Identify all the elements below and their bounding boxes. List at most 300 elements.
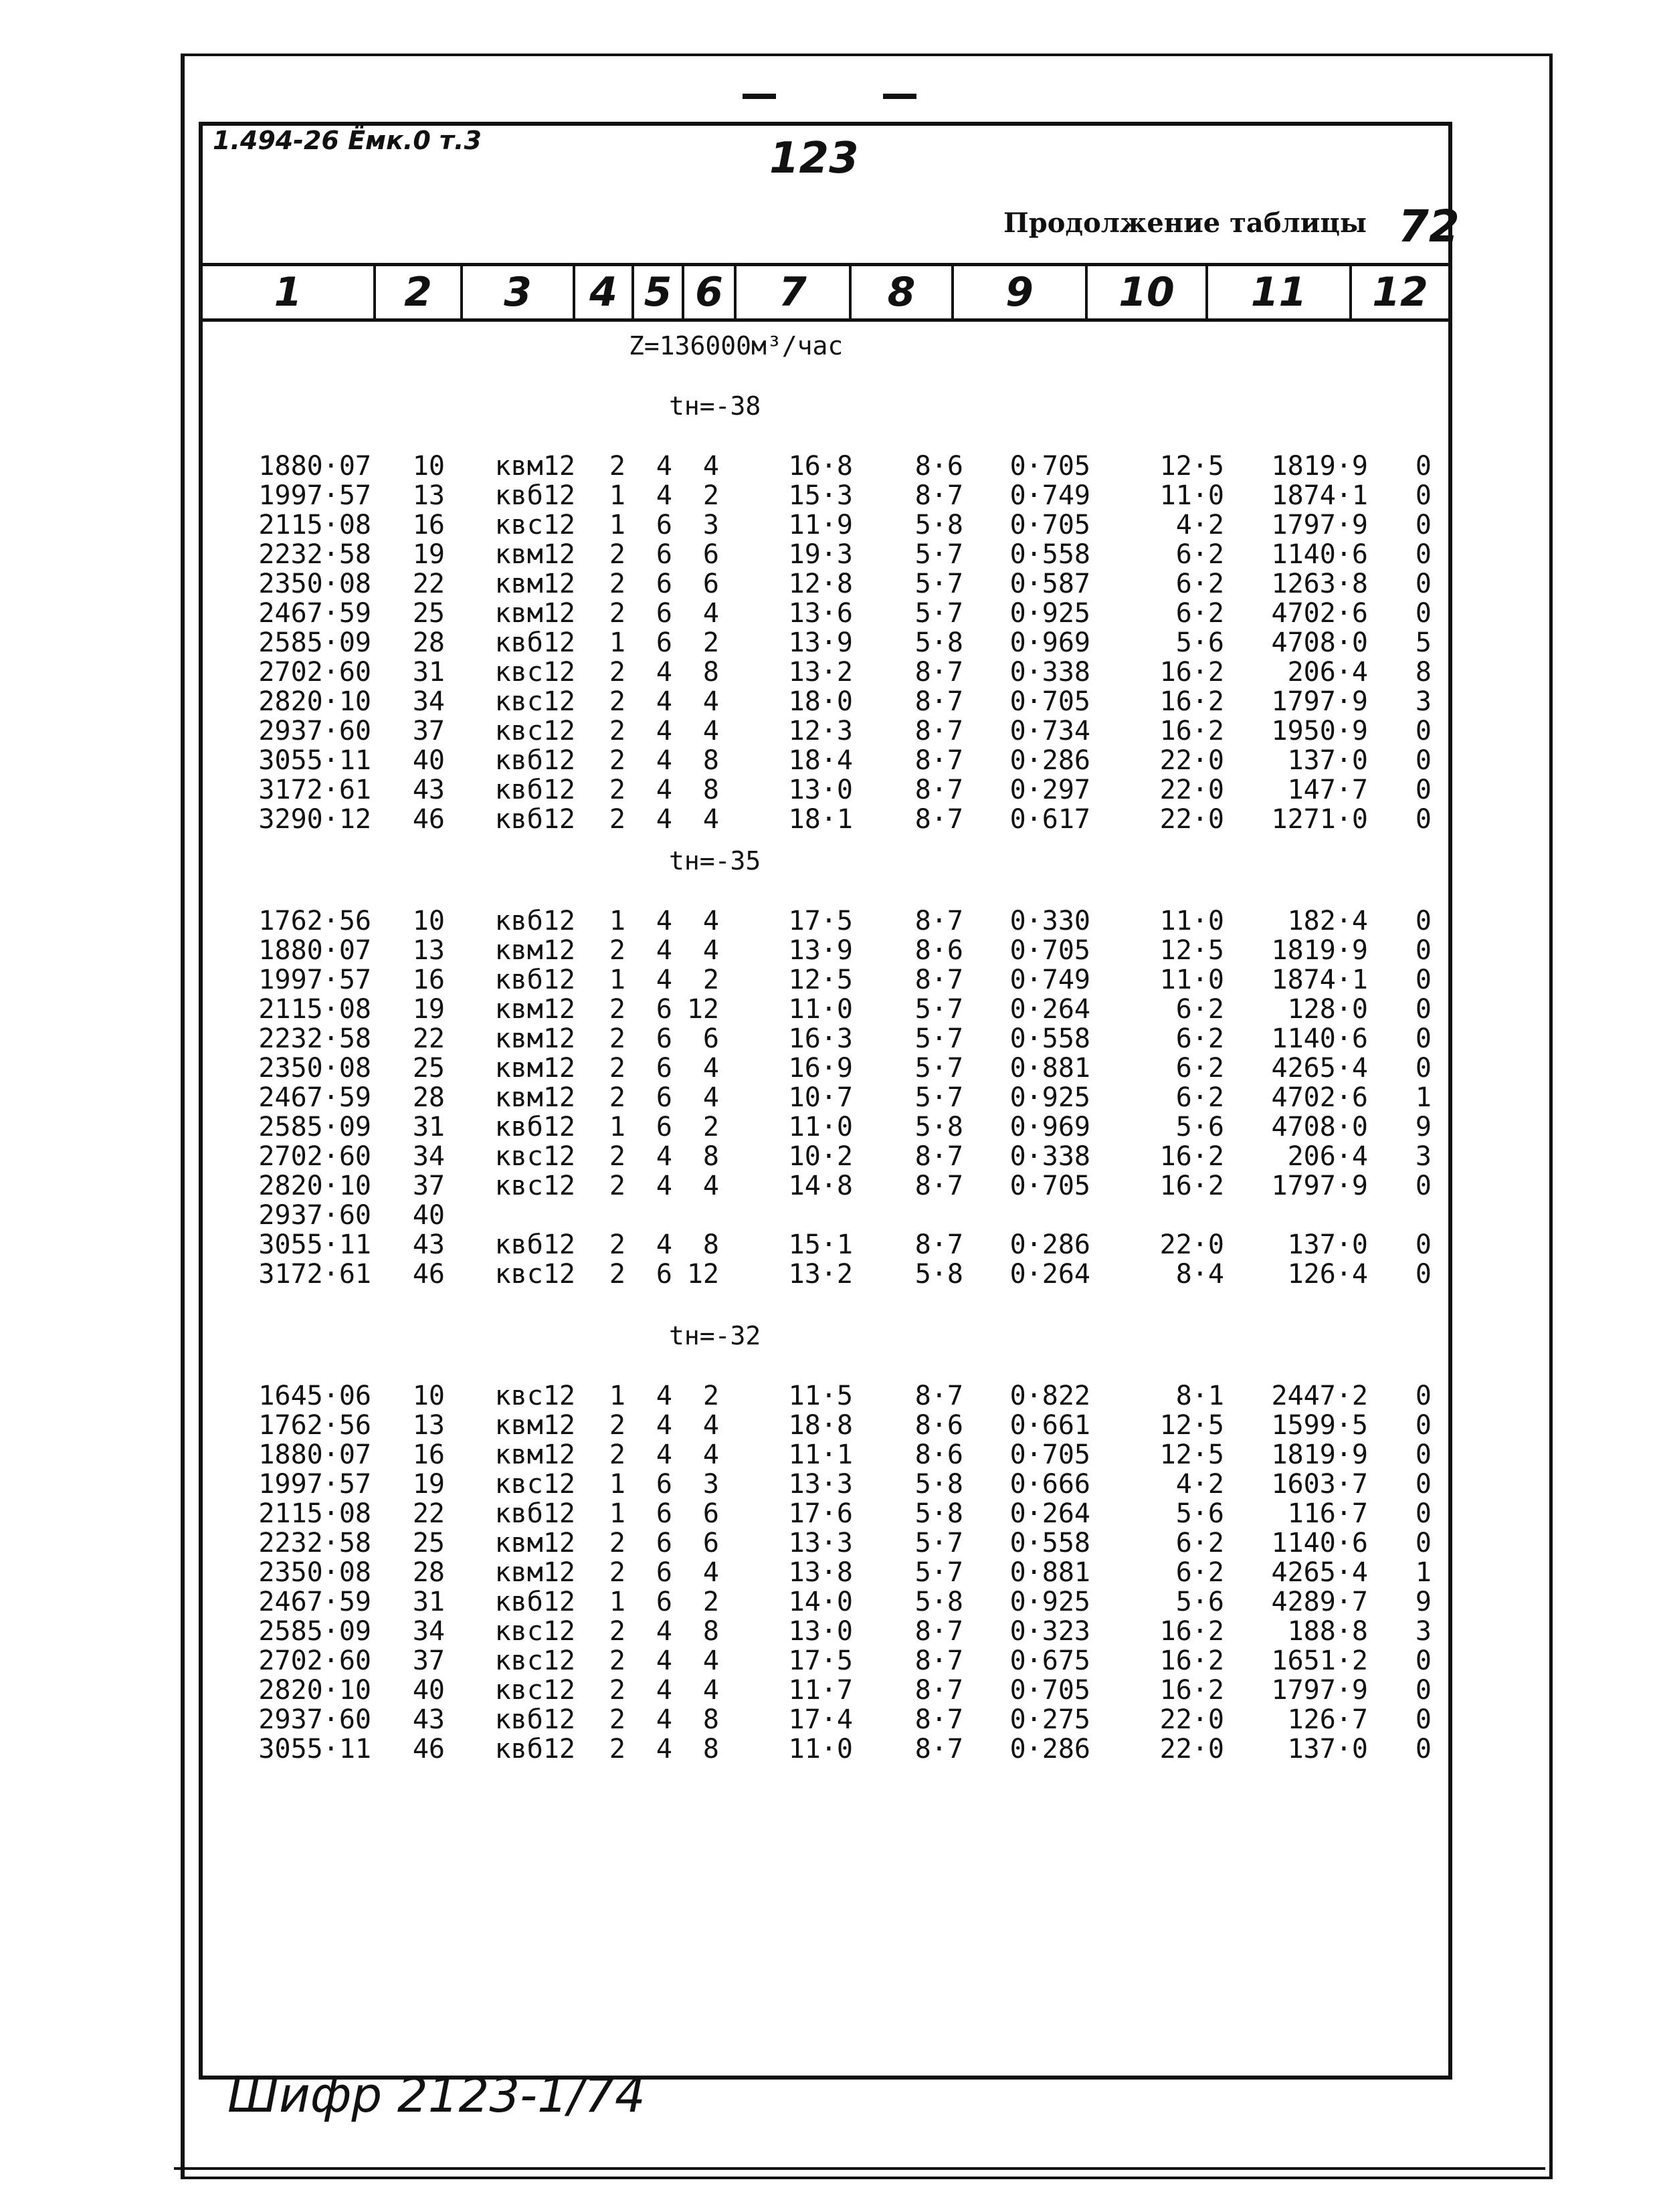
- table-cell: 2: [609, 994, 625, 1025]
- table-cell: 0·734: [1009, 716, 1090, 746]
- table-cell: 2: [702, 1112, 719, 1142]
- table-cell: 28: [412, 1082, 445, 1113]
- table-cell: 5·6: [1175, 627, 1224, 658]
- table-cell: 46: [412, 1259, 445, 1290]
- table-cell: 0: [1415, 935, 1432, 966]
- table-cell: 6: [702, 1528, 719, 1559]
- table-cell: 19: [412, 994, 445, 1025]
- table-cell: 0·297: [1009, 775, 1090, 805]
- table-cell: 2702·60: [258, 1141, 371, 1172]
- table-cell: 11·0: [788, 1112, 853, 1142]
- table-cell: 22·0: [1159, 1704, 1224, 1735]
- table-cell: 1797·9: [1271, 1675, 1368, 1706]
- table-number: 72: [1398, 201, 1460, 252]
- table-cell: 0: [1415, 1259, 1432, 1290]
- table-cell: 46: [412, 804, 445, 835]
- table-cell: 8·6: [914, 935, 963, 966]
- table-cell: 4: [702, 598, 719, 629]
- table-cell: 1: [609, 1112, 625, 1142]
- table-cell: 1599·5: [1271, 1410, 1368, 1441]
- table-cell: 206·4: [1287, 657, 1368, 688]
- table-cell: 1: [609, 1381, 625, 1411]
- table-cell: 2: [609, 1734, 625, 1765]
- table-cell: 0·275: [1009, 1704, 1090, 1735]
- table-cell: квб12: [494, 1229, 575, 1260]
- table-cell: 2: [609, 1704, 625, 1735]
- table-cell: 5·7: [914, 569, 963, 599]
- table-cell: 16·2: [1159, 686, 1224, 717]
- table-cell: 1: [609, 906, 625, 936]
- table-cell: 18·0: [788, 686, 853, 717]
- table-cell: 5·7: [914, 598, 963, 629]
- table-cell: 0: [1415, 451, 1432, 482]
- table-cell: 4: [656, 480, 672, 511]
- table-cell: 3: [702, 510, 719, 540]
- table-cell: квб12: [494, 627, 575, 658]
- table-cell: 1: [609, 627, 625, 658]
- table-cell: 2: [609, 657, 625, 688]
- table-cell: 16: [412, 510, 445, 540]
- table-cell: 11·0: [788, 994, 853, 1025]
- table-cell: 1: [609, 480, 625, 511]
- table-cell: 2: [609, 1141, 625, 1172]
- table-cell: 2: [609, 569, 625, 599]
- table-cell: 15·1: [788, 1229, 853, 1260]
- table-cell: 2: [609, 775, 625, 805]
- table-cell: 5·7: [914, 539, 963, 570]
- table-cell: 5·8: [914, 1587, 963, 1617]
- table-cell: 2: [609, 716, 625, 746]
- table-cell: 126·7: [1287, 1704, 1368, 1735]
- column-header: 9: [951, 266, 1085, 318]
- table-cell: 6: [656, 1082, 672, 1113]
- table-cell: 2: [609, 451, 625, 482]
- table-cell: 0: [1415, 1410, 1432, 1441]
- table-cell: 8: [702, 1704, 719, 1735]
- table-cell: 16·2: [1159, 1141, 1224, 1172]
- table-cell: 4: [702, 935, 719, 966]
- table-cell: 1: [609, 1587, 625, 1617]
- table-cell: 6·2: [1175, 1528, 1224, 1559]
- table-cell: 0: [1415, 510, 1432, 540]
- table-cell: 0: [1415, 1469, 1432, 1500]
- table-cell: 16·2: [1159, 1675, 1224, 1706]
- table-cell: квб12: [494, 965, 575, 995]
- table-cell: 2937·60: [258, 1704, 371, 1735]
- table-cell: 1797·9: [1271, 510, 1368, 540]
- table-cell: 6·2: [1175, 569, 1224, 599]
- table-cell: 137·0: [1287, 1229, 1368, 1260]
- table-cell: 147·7: [1287, 775, 1368, 805]
- table-cell: 18·4: [788, 745, 853, 776]
- table-cell: 2447·2: [1271, 1381, 1368, 1411]
- table-cell: 1874·1: [1271, 480, 1368, 511]
- table-cell: 8·7: [914, 1141, 963, 1172]
- table-cell: 4708·0: [1271, 1112, 1368, 1142]
- table-cell: 5·8: [914, 510, 963, 540]
- table-cell: 137·0: [1287, 745, 1368, 776]
- table-cell: 2: [609, 1171, 625, 1201]
- table-cell: 4: [656, 1645, 672, 1676]
- column-header: 5: [631, 266, 682, 318]
- table-cell: 43: [412, 775, 445, 805]
- table-cell: 19·3: [788, 539, 853, 570]
- table-cell: 1603·7: [1271, 1469, 1368, 1500]
- table-cell: 1140·6: [1271, 1023, 1368, 1054]
- table-cell: 8·7: [914, 906, 963, 936]
- column-header: 2: [373, 266, 460, 318]
- table-cell: 1997·57: [258, 480, 371, 511]
- table-cell: 1: [1415, 1082, 1432, 1113]
- table-cell: 8·6: [914, 451, 963, 482]
- table-cell: 0·705: [1009, 1171, 1090, 1201]
- table-cell: 6·2: [1175, 1557, 1224, 1588]
- table-cell: 6: [656, 1557, 672, 1588]
- table-cell: 14·8: [788, 1171, 853, 1201]
- table-cell: 2350·08: [258, 1557, 371, 1588]
- column-header: 7: [734, 266, 849, 318]
- table-cell: 182·4: [1287, 906, 1368, 936]
- table-cell: 6·2: [1175, 539, 1224, 570]
- table-cell: 0: [1415, 906, 1432, 936]
- table-cell: 6: [656, 1112, 672, 1142]
- table-cell: 13: [412, 1410, 445, 1441]
- table-cell: 6: [656, 1023, 672, 1054]
- table-cell: 5·7: [914, 1082, 963, 1113]
- table-cell: 0·558: [1009, 1528, 1090, 1559]
- table-cell: 2: [702, 627, 719, 658]
- table-cell: 13·0: [788, 775, 853, 805]
- table-cell: 4: [656, 716, 672, 746]
- table-cell: 34: [412, 1616, 445, 1647]
- table-cell: 1140·6: [1271, 1528, 1368, 1559]
- table-cell: 0: [1415, 716, 1432, 746]
- table-cell: 22: [412, 1023, 445, 1054]
- table-cell: 12·5: [788, 965, 853, 995]
- table-cell: 2: [702, 480, 719, 511]
- table-cell: 22·0: [1159, 1734, 1224, 1765]
- table-cell: 2: [609, 1557, 625, 1588]
- table-cell: 37: [412, 716, 445, 746]
- table-cell: 13·3: [788, 1528, 853, 1559]
- table-cell: 0: [1415, 1498, 1432, 1529]
- table-cell: 0: [1415, 1645, 1432, 1676]
- table-cell: 1762·56: [258, 906, 371, 936]
- table-cell: 13·0: [788, 1616, 853, 1647]
- table-cell: 2: [609, 1528, 625, 1559]
- table-cell: 1880·07: [258, 451, 371, 482]
- table-cell: 22·0: [1159, 1229, 1224, 1260]
- top-reference: 1.494-26 Ёмк.0 т.3: [213, 126, 482, 155]
- table-cell: 0: [1415, 480, 1432, 511]
- table-cell: 1: [1415, 1557, 1432, 1588]
- table-cell: 6·2: [1175, 994, 1224, 1025]
- table-cell: 4: [656, 451, 672, 482]
- table-cell: 40: [412, 1200, 445, 1231]
- table-cell: 0: [1415, 1023, 1432, 1054]
- table-cell: 6: [656, 539, 672, 570]
- table-cell: 6: [656, 598, 672, 629]
- table-cell: 8·7: [914, 775, 963, 805]
- table-cell: 0: [1415, 1053, 1432, 1084]
- table-cell: 0: [1415, 745, 1432, 776]
- table-cell: 43: [412, 1229, 445, 1260]
- table-cell: 5·7: [914, 1557, 963, 1588]
- column-header: 10: [1085, 266, 1205, 318]
- table-cell: 0: [1415, 1734, 1432, 1765]
- table-cell: квс12: [494, 657, 575, 688]
- table-cell: 0·264: [1009, 1498, 1090, 1529]
- table-cell: 46: [412, 1734, 445, 1765]
- table-cell: 2: [702, 1381, 719, 1411]
- table-cell: 0·661: [1009, 1410, 1090, 1441]
- table-cell: 2: [609, 686, 625, 717]
- table-cell: 2: [609, 1439, 625, 1470]
- table-cell: 4: [702, 451, 719, 482]
- table-cell: 0·705: [1009, 1439, 1090, 1470]
- table-cell: 13: [412, 935, 445, 966]
- table-cell: 16·2: [1159, 716, 1224, 746]
- table-cell: квм12: [494, 1528, 575, 1559]
- group-label: tн=-32: [669, 1321, 761, 1350]
- table-cell: 11·7: [788, 1675, 853, 1706]
- table-cell: 1797·9: [1271, 1171, 1368, 1201]
- table-cell: 6: [702, 1498, 719, 1529]
- table-cell: 17·4: [788, 1704, 853, 1735]
- table-cell: 8·4: [1175, 1259, 1224, 1290]
- table-cell: 1950·9: [1271, 716, 1368, 746]
- table-cell: 0: [1415, 1171, 1432, 1201]
- table-cell: 13·2: [788, 657, 853, 688]
- table-cell: 0·969: [1009, 627, 1090, 658]
- table-cell: 19: [412, 1469, 445, 1500]
- table-cell: 4: [702, 1410, 719, 1441]
- table-cell: 22·0: [1159, 804, 1224, 835]
- table-cell: 3172·61: [258, 1259, 371, 1290]
- table-cell: 5·8: [914, 1469, 963, 1500]
- table-cell: 3: [1415, 1616, 1432, 1647]
- table-cell: 1997·57: [258, 1469, 371, 1500]
- table-cell: 2115·08: [258, 510, 371, 540]
- table-cell: 22·0: [1159, 775, 1224, 805]
- table-cell: 1819·9: [1271, 935, 1368, 966]
- table-cell: 4: [702, 1171, 719, 1201]
- table-cell: 4: [656, 1704, 672, 1735]
- table-cell: 0·330: [1009, 906, 1090, 936]
- table-cell: 8: [702, 1229, 719, 1260]
- table-cell: 4289·7: [1271, 1587, 1368, 1617]
- table-cell: 0: [1415, 1229, 1432, 1260]
- table-cell: 10·7: [788, 1082, 853, 1113]
- table-cell: 2585·09: [258, 1616, 371, 1647]
- table-cell: 11·0: [1159, 906, 1224, 936]
- table-cell: 25: [412, 598, 445, 629]
- table-cell: 5·7: [914, 994, 963, 1025]
- table-cell: 4: [656, 1675, 672, 1706]
- table-cell: 8: [702, 745, 719, 776]
- table-cell: 0·822: [1009, 1381, 1090, 1411]
- table-cell: 2: [609, 745, 625, 776]
- table-cell: 1: [609, 965, 625, 995]
- table-cell: 2702·60: [258, 657, 371, 688]
- table-cell: 2: [609, 1082, 625, 1113]
- table-cell: 4: [656, 1439, 672, 1470]
- table-cell: 28: [412, 627, 445, 658]
- table-cell: 16: [412, 1439, 445, 1470]
- table-cell: 31: [412, 1112, 445, 1142]
- table-cell: 0: [1415, 965, 1432, 995]
- table-cell: квб12: [494, 1112, 575, 1142]
- table-cell: 3055·11: [258, 745, 371, 776]
- table-cell: 4: [702, 686, 719, 717]
- table-cell: 0·264: [1009, 1259, 1090, 1290]
- table-cell: 12: [686, 994, 719, 1025]
- column-header: 12: [1349, 266, 1448, 318]
- table-cell: 6: [656, 1469, 672, 1500]
- table-cell: 2350·08: [258, 569, 371, 599]
- table-cell: 12·5: [1159, 1410, 1224, 1441]
- table-cell: 4: [656, 1734, 672, 1765]
- table-cell: 5·8: [914, 1498, 963, 1529]
- table-cell: 31: [412, 657, 445, 688]
- table-cell: 0: [1415, 775, 1432, 805]
- table-cell: 8·7: [914, 965, 963, 995]
- table-cell: квс12: [494, 1259, 575, 1290]
- table-cell: 1: [609, 1469, 625, 1500]
- table-cell: 16·2: [1159, 1171, 1224, 1201]
- table-cell: 2: [609, 598, 625, 629]
- table-cell: 1880·07: [258, 935, 371, 966]
- table-cell: 0·558: [1009, 539, 1090, 570]
- column-header: 6: [682, 266, 734, 318]
- table-cell: 0: [1415, 1381, 1432, 1411]
- table-cell: 3172·61: [258, 775, 371, 805]
- table-cell: 2820·10: [258, 686, 371, 717]
- table-cell: 4: [702, 1645, 719, 1676]
- group-label: tн=-38: [669, 391, 761, 421]
- table-cell: 9: [1415, 1112, 1432, 1142]
- table-cell: 6: [656, 510, 672, 540]
- table-cell: 4: [656, 657, 672, 688]
- table-cell: 8·7: [914, 745, 963, 776]
- table-cell: 4: [702, 716, 719, 746]
- table-cell: 0·286: [1009, 1734, 1090, 1765]
- table-cell: квм12: [494, 1557, 575, 1588]
- table-cell: 16·2: [1159, 1616, 1224, 1647]
- table-cell: 8·6: [914, 1410, 963, 1441]
- table-cell: 0·881: [1009, 1053, 1090, 1084]
- table-cell: 0·749: [1009, 965, 1090, 995]
- table-cell: 8·7: [914, 1381, 963, 1411]
- column-header: 4: [573, 266, 631, 318]
- table-cell: 8·7: [914, 480, 963, 511]
- table-cell: 1997·57: [258, 965, 371, 995]
- table-cell: 0·705: [1009, 935, 1090, 966]
- table-cell: 37: [412, 1171, 445, 1201]
- table-cell: квб12: [494, 1734, 575, 1765]
- table-cell: 1797·9: [1271, 686, 1368, 717]
- table-cell: 9: [1415, 1587, 1432, 1617]
- table-cell: 0: [1415, 804, 1432, 835]
- table-cell: 2937·60: [258, 1200, 371, 1231]
- table-cell: 17·5: [788, 1645, 853, 1676]
- table-cell: 2585·09: [258, 627, 371, 658]
- table-cell: 2: [609, 804, 625, 835]
- table-cell: 8: [1415, 657, 1432, 688]
- table-cell: 0·338: [1009, 1141, 1090, 1172]
- table-cell: 12·5: [1159, 935, 1224, 966]
- table-cell: 17·5: [788, 906, 853, 936]
- table-cell: 128·0: [1287, 994, 1368, 1025]
- table-cell: квб12: [494, 480, 575, 511]
- table-cell: квс12: [494, 1381, 575, 1411]
- table-cell: 16·8: [788, 451, 853, 482]
- table-cell: 4: [702, 1439, 719, 1470]
- table-cell: 2232·58: [258, 1023, 371, 1054]
- table-cell: 16·3: [788, 1023, 853, 1054]
- table-cell: 4: [702, 1053, 719, 1084]
- table-cell: 11·0: [1159, 480, 1224, 511]
- table-cell: 5: [1415, 627, 1432, 658]
- table-cell: квс12: [494, 716, 575, 746]
- table-cell: 2820·10: [258, 1171, 371, 1201]
- table-cell: 6: [702, 539, 719, 570]
- table-cell: квс12: [494, 1616, 575, 1647]
- table-cell: 188·8: [1287, 1616, 1368, 1647]
- table-cell: 4: [656, 935, 672, 966]
- table-cell: 1: [609, 1498, 625, 1529]
- table-cell: 2115·08: [258, 1498, 371, 1529]
- table-cell: квм12: [494, 1410, 575, 1441]
- table-cell: 8: [702, 1734, 719, 1765]
- table-cell: 4265·4: [1271, 1557, 1368, 1588]
- table-cell: 19: [412, 539, 445, 570]
- table-cell: 0·749: [1009, 480, 1090, 511]
- table-cell: 6: [656, 1498, 672, 1529]
- table-cell: 8·7: [914, 1704, 963, 1735]
- table-cell: 3: [1415, 686, 1432, 717]
- table-cell: 1819·9: [1271, 1439, 1368, 1470]
- table-cell: 5·7: [914, 1528, 963, 1559]
- table-cell: 13: [412, 480, 445, 511]
- table-cell: 31: [412, 1587, 445, 1617]
- table-cell: 1645·06: [258, 1381, 371, 1411]
- table-cell: 6: [702, 569, 719, 599]
- table-cell: 0·705: [1009, 686, 1090, 717]
- table-cell: 0·705: [1009, 451, 1090, 482]
- table-cell: 0: [1415, 1675, 1432, 1706]
- table-cell: 13·8: [788, 1557, 853, 1588]
- table-cell: 11·5: [788, 1381, 853, 1411]
- table-cell: 0: [1415, 598, 1432, 629]
- column-header: 1: [274, 269, 302, 316]
- table-cell: 12·8: [788, 569, 853, 599]
- table-cell: 5·8: [914, 1112, 963, 1142]
- table-cell: 1762·56: [258, 1410, 371, 1441]
- table-cell: 4: [656, 1381, 672, 1411]
- table-cell: 18·1: [788, 804, 853, 835]
- table-cell: 0: [1415, 1528, 1432, 1559]
- table-cell: 0·705: [1009, 510, 1090, 540]
- table-cell: 0·286: [1009, 1229, 1090, 1260]
- bottom-line: [174, 2167, 1545, 2170]
- table-cell: 1: [609, 510, 625, 540]
- table-cell: 137·0: [1287, 1734, 1368, 1765]
- table-cell: квб12: [494, 1587, 575, 1617]
- table-cell: 4·2: [1175, 510, 1224, 540]
- table-cell: 16·2: [1159, 657, 1224, 688]
- table-cell: 2232·58: [258, 1528, 371, 1559]
